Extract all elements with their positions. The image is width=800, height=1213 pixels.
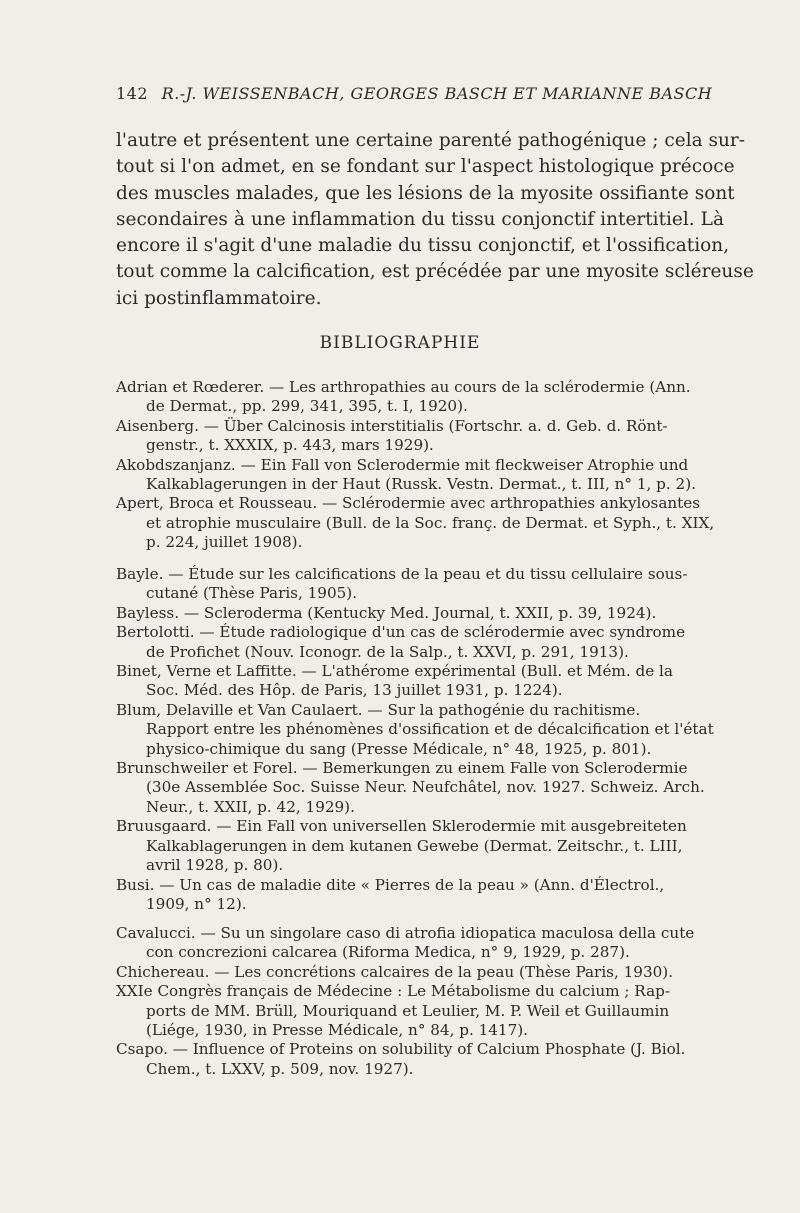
bibliography-line: avril 1928, p. 80). [146, 856, 284, 875]
body-line: des muscles malades, que les lésions de la myosite ossifiante sont [116, 182, 735, 204]
bibliography-line: Kalkablagerungen in der Haut (Russk. Vestn. Dermat., t. III, n° 1, p. 2). [146, 475, 696, 494]
body-line: tout comme la calcification, est précédée par une myosite scléreuse [116, 261, 754, 283]
bibliography-line: (30e Assemblée Soc. Suisse Neur. Neufchâtel, nov. 1927. Schweiz. Arch. [146, 778, 705, 797]
bibliography-entry [116, 494, 732, 552]
bibliography-group-b [116, 565, 732, 914]
bibliography-entry [116, 604, 732, 623]
body-line: tout si l'on admet, en se fondant sur l'aspect histologique précoce [116, 156, 735, 178]
bibliography-entry [116, 963, 732, 982]
bibliography-line: Neur., t. XXII, p. 42, 1929). [146, 797, 355, 816]
bibliography-line: Soc. Méd. des Hôp. de Paris, 13 juillet 1931, p. 1224). [146, 681, 563, 700]
bibliography-entry [116, 924, 732, 963]
bibliography-entry [116, 817, 732, 875]
bibliography-entry [116, 1040, 732, 1079]
bibliography-line: Adrian et Rœderer. — Les arthropathies au cours de la sclérodermie (Ann. [116, 378, 691, 396]
bibliography-entry [116, 701, 732, 759]
bibliography-line: cutané (Thèse Paris, 1905). [146, 584, 358, 603]
bibliography-line: genstr., t. XXXIX, p. 443, mars 1929). [146, 436, 434, 455]
bibliography-line: Rapport entre les phénomènes d'ossification et de décalcification et l'état [146, 720, 714, 739]
bibliography-entry [116, 982, 732, 1040]
bibliography-entry [116, 662, 732, 701]
bibliography-entry [116, 378, 732, 417]
bibliography-group-a [116, 378, 732, 553]
bibliography-line: de Dermat., pp. 299, 341, 395, t. I, 1920). [146, 397, 468, 416]
bibliography-line: Busi. — Un cas de maladie dite « Pierres de la peau » (Ann. d'Électrol., [116, 875, 665, 894]
bibliography-line: Apert, Broca et Rousseau. — Sclérodermie avec arthropathies ankylosantes [116, 494, 701, 513]
section-title: BIBLIOGRAPHIE [319, 333, 481, 353]
bibliography-entry [116, 456, 732, 495]
bibliography-line: XXIe Congrès français de Médecine : Le Métabolisme du calcium ; Rap- [116, 982, 670, 1001]
bibliography-line: Aisenberg. — Über Calcinosis interstitialis (Fortschr. a. d. Geb. d. Rönt- [116, 416, 668, 435]
bibliography-line: ports de MM. Brüll, Mouriquand et Leulier, M. P. Weil et Guillaumin [146, 1001, 670, 1020]
running-header [116, 84, 716, 103]
bibliography-entry [116, 417, 732, 456]
bibliography-line: Binet, Verne et Laffitte. — L'athérome expérimental (Bull. et Mém. de la [116, 662, 673, 681]
bibliography-line: Blum, Delaville et Van Caulaert. — Sur la pathogénie du rachitisme. [116, 700, 641, 719]
bibliography-line: Akobdszanjanz. — Ein Fall von Sclerodermie mit fleckweiser Atrophie und [116, 455, 689, 474]
bibliography-line: Bertolotti. — Étude radiologique d'un cas de sclérodermie avec syndrome [116, 623, 686, 642]
body-line: ici postinflammatoire. [116, 287, 322, 309]
bibliography-entry [116, 623, 732, 662]
bibliography-line: Csapo. — Influence of Proteins on solubility of Calcium Phosphate (J. Biol. [116, 1040, 686, 1059]
bibliography-entry [116, 565, 732, 604]
bibliography-line: p. 224, juillet 1908). [146, 533, 303, 552]
page-number: 142 [116, 84, 149, 103]
bibliography-line: Kalkablagerungen in dem kutanen Gewebe (Dermat. Zeitschr., t. LIII, [146, 836, 683, 855]
bibliography-line: 1909, n° 12). [146, 894, 247, 913]
bibliography-line: con concrezioni calcarea (Riforma Medica, n° 9, 1929, p. 287). [146, 943, 630, 962]
running-title: R.-J. WEISSENBACH, GEORGES BASCH ET MARIANNE BASCH [161, 84, 713, 103]
bibliography-line: Chem., t. LXXV, p. 509, nov. 1927). [146, 1059, 414, 1078]
bibliography-line: Chichereau. — Les concrétions calcaires de la peau (Thèse Paris, 1930). [116, 962, 674, 981]
bibliography-line: Bayle. — Étude sur les calcifications de la peau et du tissu cellulaire sous- [116, 565, 688, 583]
bibliography-line: (Liége, 1930, in Presse Médicale, n° 84, p. 1417). [146, 1021, 529, 1040]
bibliography-line: de Profichet (Nouv. Iconogr. de la Salp., t. XXVI, p. 291, 1913). [146, 642, 629, 661]
bibliography-line: et atrophie musculaire (Bull. de la Soc. franç. de Dermat. et Syph., t. XIX, [146, 513, 715, 532]
bibliography-line: Brunschweiler et Forel. — Bemerkungen zu einem Falle von Sclerodermie [116, 759, 688, 778]
bibliography-entry [116, 759, 732, 817]
bibliography-line: Bayless. — Scleroderma (Kentucky Med. Journal, t. XXII, p. 39, 1924). [116, 603, 657, 622]
body-paragraph [116, 128, 754, 312]
body-line: encore il s'agit d'une maladie du tissu conjonctif, et l'ossification, [116, 235, 730, 257]
body-line: secondaires à une inflammation du tissu conjonctif intertitiel. Là [116, 208, 724, 230]
bibliography-line: physico-chimique du sang (Presse Médicale, n° 48, 1925, p. 801). [146, 739, 652, 758]
body-line: l'autre et présentent une certaine parenté pathogénique ; cela sur- [116, 130, 746, 151]
bibliography-group-c [116, 924, 732, 1079]
bibliography-line: Bruusgaard. — Ein Fall von universellen Sklerodermie mit ausgebreiteten [116, 817, 687, 836]
bibliography-entry [116, 876, 732, 915]
bibliography-line: Cavalucci. — Su un singolare caso di atrofia idiopatica maculosa della cute [116, 924, 695, 942]
